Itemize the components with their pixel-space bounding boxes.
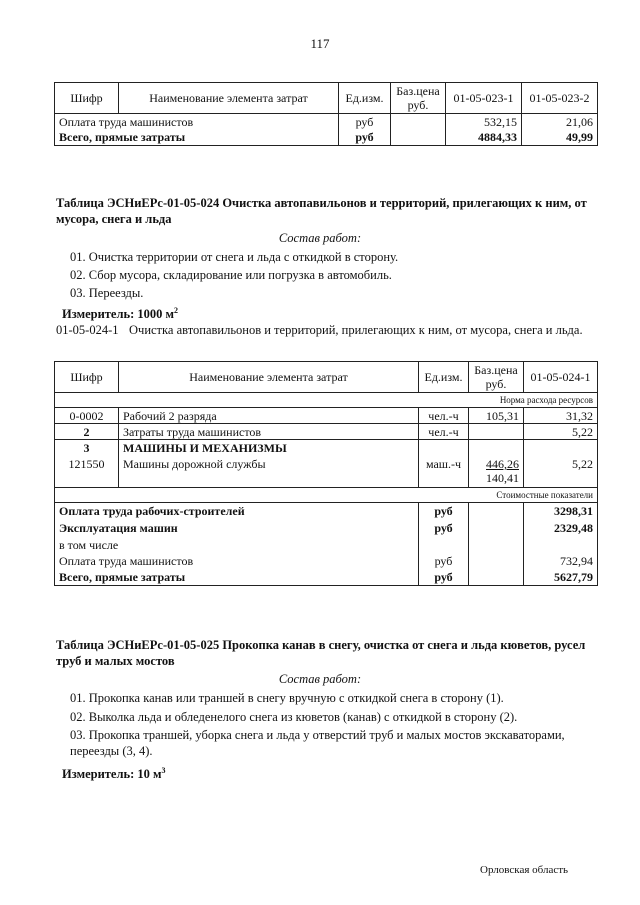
group-name: МАШИНЫ И МЕХАНИЗМЫ bbox=[123, 441, 287, 455]
row-value: 31,32 bbox=[524, 408, 598, 424]
row-unit: чел.-ч bbox=[419, 424, 469, 440]
table-row bbox=[55, 553, 598, 569]
work-item: 01. Очистка территории от снега и льда с откидкой в сторону. bbox=[70, 250, 399, 264]
row-name: Всего, прямые затраты bbox=[55, 569, 419, 586]
work-item: 01. Прокопка канав или траншей в снегу вручную с откидкой снега в сторону (1). bbox=[70, 691, 504, 705]
table-row bbox=[55, 424, 598, 440]
table-row bbox=[55, 408, 598, 424]
row-name: Оплата труда машинистов bbox=[55, 114, 339, 130]
table-row bbox=[55, 130, 598, 146]
row-name: Оплата труда машинистов bbox=[55, 553, 419, 569]
table-row bbox=[55, 440, 598, 488]
row-value: 3298,31 bbox=[524, 503, 598, 520]
row-unit: руб bbox=[419, 553, 469, 569]
row-unit: руб bbox=[419, 569, 469, 586]
table-caption-row bbox=[55, 488, 598, 503]
row-code: 0-0002 bbox=[55, 408, 119, 424]
row-value: 532,15 bbox=[446, 114, 522, 130]
table-header-row bbox=[55, 83, 598, 114]
table-row bbox=[55, 503, 598, 520]
row-value: 2329,48 bbox=[524, 520, 598, 537]
cost-caption: Стоимостные показатели bbox=[55, 488, 598, 503]
row-name: Оплата труда рабочих-строителей bbox=[55, 503, 419, 520]
section-title: Таблица ЭСНиЕРс-01-05-024 Очистка автопавильонов и территорий, прилегающих к ним, от мусора, снега и льда bbox=[56, 196, 587, 226]
row-unit: маш.-ч bbox=[419, 440, 469, 488]
header-cell: Баз.цена руб. bbox=[391, 83, 446, 114]
row-value: 5,22 bbox=[524, 440, 598, 488]
table-row bbox=[55, 569, 598, 586]
work-item: 02. Сбор мусора, складирование или погрузка в автомобиль. bbox=[70, 268, 392, 282]
row-price bbox=[469, 424, 524, 440]
row-name: в том числе bbox=[55, 537, 419, 553]
table-row bbox=[55, 114, 598, 130]
footer-region: Орловская область bbox=[480, 864, 569, 876]
section-title: Таблица ЭСНиЕРс-01-05-025 Прокопка канав в снегу, очистка от снега и льда кюветов, русел труб и малых мостов bbox=[56, 638, 586, 668]
table-row bbox=[55, 537, 598, 553]
measure-unit: Измеритель: 10 $м^3$ bbox=[62, 766, 166, 782]
norm-caption: Норма расхода ресурсов bbox=[55, 393, 598, 408]
row-name: Затраты труда машинистов bbox=[119, 424, 419, 440]
table-row bbox=[55, 520, 598, 537]
page-number: 117 bbox=[310, 36, 330, 51]
measure-unit: Измеритель: 1000 $м^2$ bbox=[62, 306, 179, 322]
row-value: 49,99 bbox=[522, 130, 598, 146]
header-cell: 01-05-023-1 bbox=[446, 83, 522, 114]
header-cell: Наименование элемента затрат bbox=[119, 83, 339, 114]
row-unit: руб bbox=[339, 114, 391, 130]
row-value: 21,06 bbox=[522, 114, 598, 130]
header-cell: Наименование элемента затрат bbox=[119, 362, 419, 393]
row-unit: руб bbox=[419, 503, 469, 520]
table-01-05-023 bbox=[54, 82, 598, 146]
row-name: Машины дорожной службы bbox=[123, 457, 266, 471]
item-description: Очистка автопавильонов и территорий, прилегающих к ним, от мусора, снега и льда. bbox=[129, 323, 583, 337]
row-value: 4884,33 bbox=[446, 130, 522, 146]
header-cell: Шифр bbox=[55, 83, 119, 114]
row-unit: чел.-ч bbox=[419, 408, 469, 424]
header-cell: Ед.изм. bbox=[419, 362, 469, 393]
header-cell: 01-05-023-2 bbox=[522, 83, 598, 114]
table-caption-row bbox=[55, 393, 598, 408]
works-heading: Состав работ: bbox=[278, 672, 362, 686]
header-cell: 01-05-024-1 bbox=[524, 362, 598, 393]
table-01-05-024 bbox=[54, 361, 598, 586]
row-name: Эксплуатация машин bbox=[55, 520, 419, 537]
row-name: Рабочий 2 разряда bbox=[119, 408, 419, 424]
row-name: Всего, прямые затраты bbox=[55, 130, 339, 146]
work-item: 03. Переезды. bbox=[70, 286, 144, 300]
work-item: 03. Прокопка траншей, уборка снега и льда у отверстий труб и малых мостов экскаваторами, переезды (3, 4). bbox=[70, 728, 565, 758]
table-header-row bbox=[55, 362, 598, 393]
row-price: 446,26 bbox=[486, 457, 519, 471]
group-code: 3 bbox=[83, 441, 90, 455]
header-cell: Ед.изм. bbox=[339, 83, 391, 114]
row-unit: руб bbox=[419, 520, 469, 537]
work-item: 02. Выколка льда и обледенелого снега из кюветов (канав) с откидкой в сторону (2). bbox=[70, 710, 518, 724]
row-code: 121550 bbox=[68, 457, 105, 471]
row-price-alt: 140,41 bbox=[486, 471, 519, 485]
works-heading: Состав работ: bbox=[278, 231, 362, 245]
header-cell: Шифр bbox=[55, 362, 119, 393]
row-code: 2 bbox=[55, 424, 119, 440]
row-value: 5627,79 bbox=[524, 569, 598, 586]
item-code: 01-05-024-1 bbox=[56, 323, 119, 337]
row-price: 105,31 bbox=[469, 408, 524, 424]
row-value: 732,94 bbox=[524, 553, 598, 569]
row-value: 5,22 bbox=[524, 424, 598, 440]
header-cell: Баз.цена руб. bbox=[469, 362, 524, 393]
row-unit: руб bbox=[339, 130, 391, 146]
